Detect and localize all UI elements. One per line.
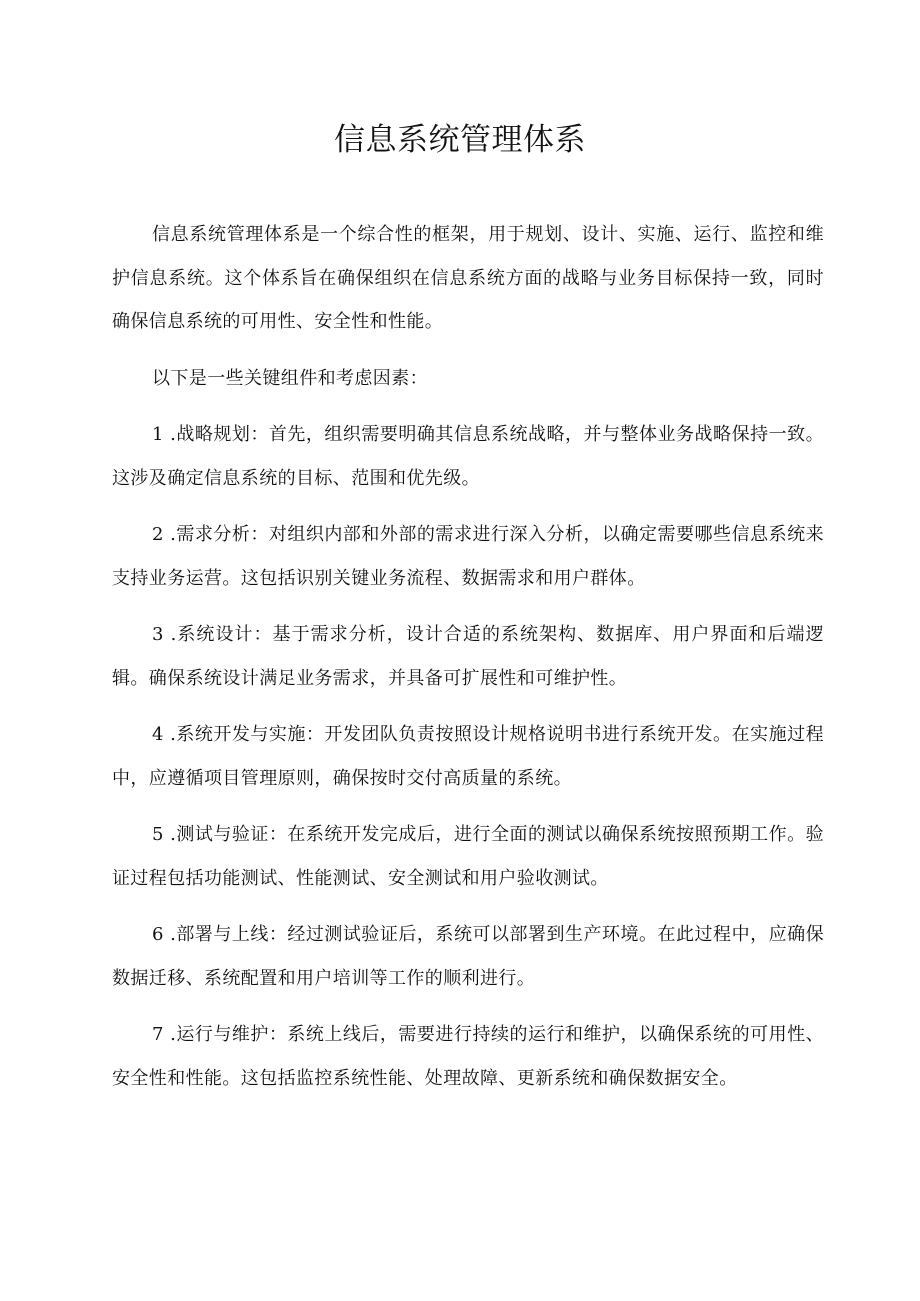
list-item-system-design: 3 .系统设计：基于需求分析，设计合适的系统架构、数据库、用户界面和后端逻辑。确保系统设计满足业务需求，并具备可扩展性和可维护性。	[112, 624, 824, 689]
document-title: 信息系统管理体系	[334, 122, 586, 158]
list-item-operation-maintenance: 7 .运行与维护：系统上线后，需要进行持续的运行和维护，以确保系统的可用性、安全性和性能。这包括监控系统性能、处理故障、更新系统和确保数据安全。	[112, 1024, 824, 1089]
document-body	[112, 213, 824, 1113]
list-item-development-implementation: 4 .系统开发与实施：开发团队负责按照设计规格说明书进行系统开发。在实施过程中，应遵循项目管理原则，确保按时交付高质量的系统。	[112, 724, 824, 789]
intro-paragraph: 信息系统管理体系是一个综合性的框架，用于规划、设计、实施、运行、监控和维护信息系统。这个体系旨在确保组织在信息系统方面的战略与业务目标保持一致，同时确保信息系统的可用性、安全性和性能。	[112, 224, 824, 332]
list-item-deployment-launch: 6 .部署与上线：经过测试验证后，系统可以部署到生产环境。在此过程中，应确保数据迁移、系统配置和用户培训等工作的顺利进行。	[112, 924, 824, 989]
list-item-strategy-planning: 1 .战略规划：首先，组织需要明确其信息系统战略，并与整体业务战略保持一致。这涉及确定信息系统的目标、范围和优先级。	[112, 424, 824, 489]
list-item-testing-validation: 5 .测试与验证：在系统开发完成后，进行全面的测试以确保系统按照预期工作。验证过程包括功能测试、性能测试、安全测试和用户验收测试。	[112, 824, 824, 889]
list-item-requirements-analysis: 2 .需求分析：对组织内部和外部的需求进行深入分析，以确定需要哪些信息系统来支持业务运营。这包括识别关键业务流程、数据需求和用户群体。	[112, 524, 824, 589]
components-lead-paragraph: 以下是一些关键组件和考虑因素：	[152, 367, 428, 389]
